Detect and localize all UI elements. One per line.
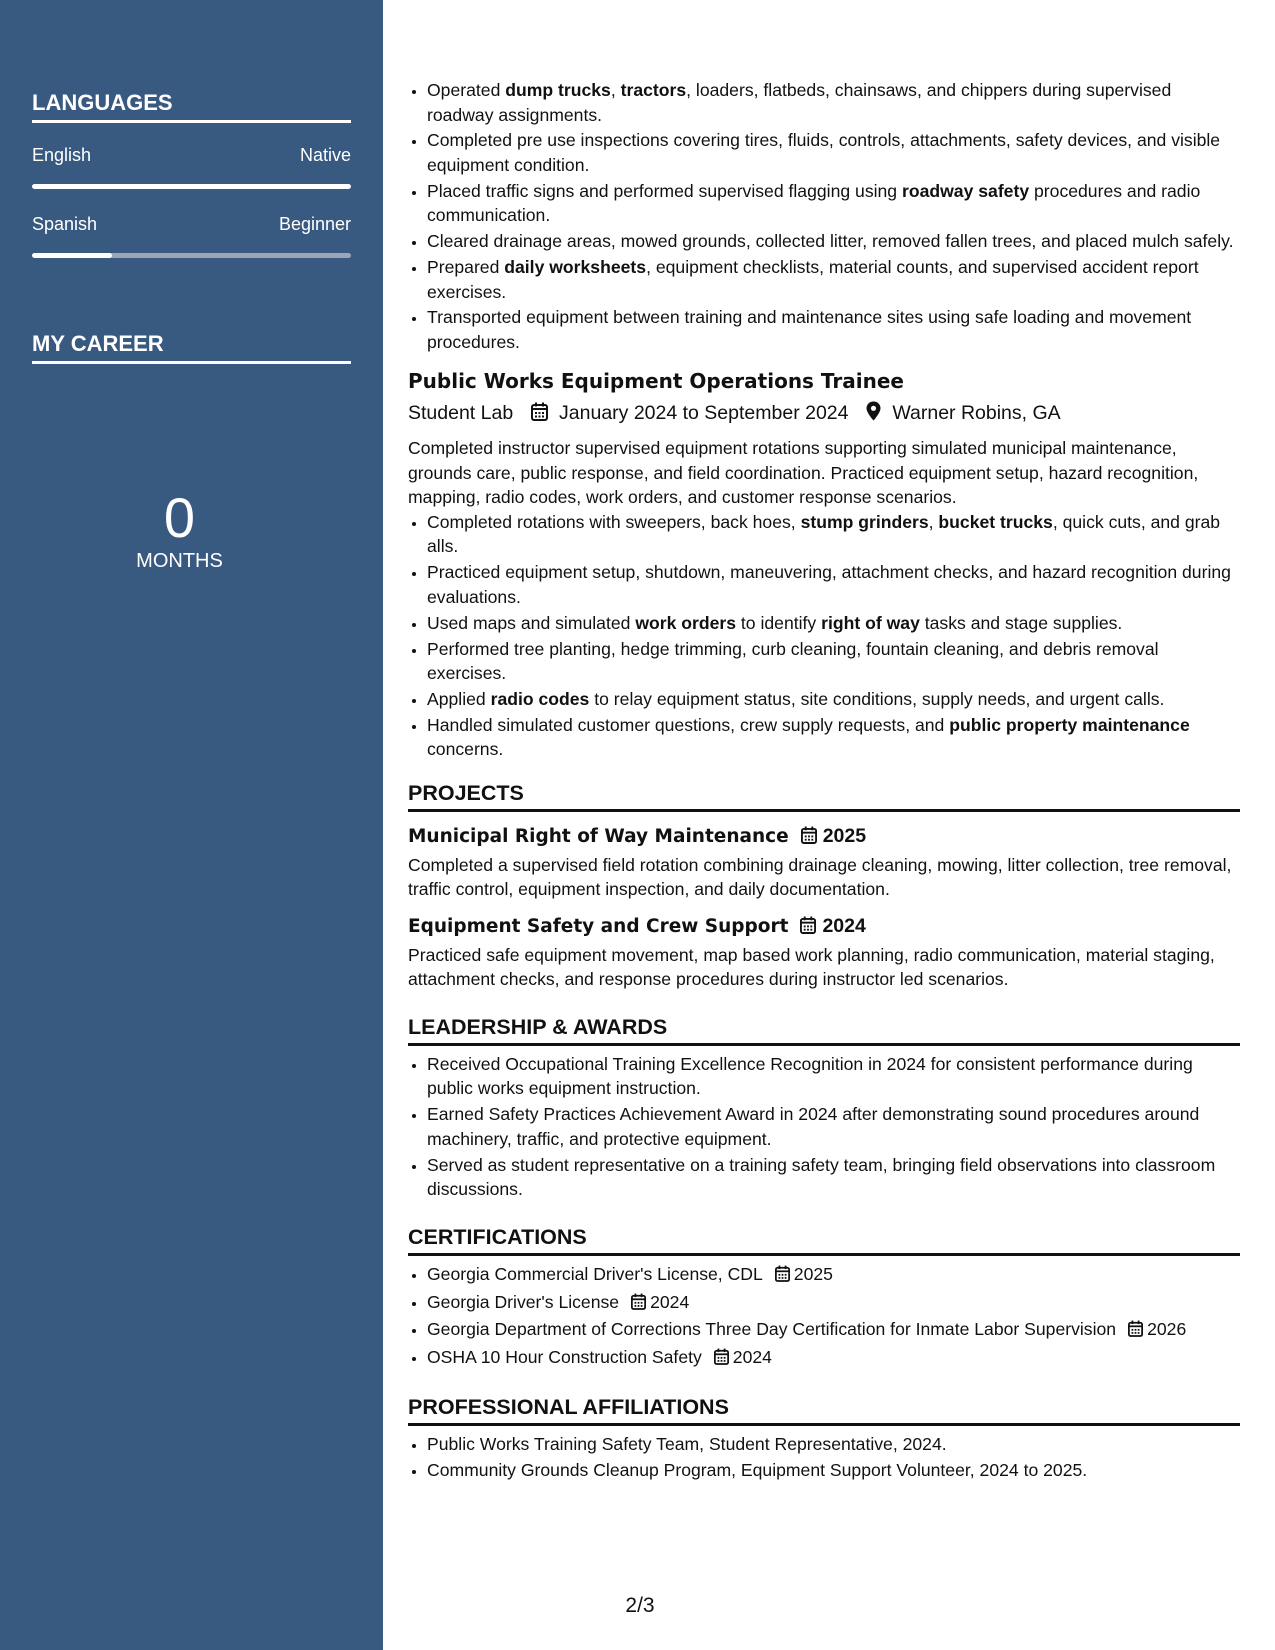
language-level: Beginner <box>278 214 351 234</box>
bold-keyword: public property maintenance <box>949 714 1190 735</box>
calendar-icon <box>801 825 817 853</box>
bold-keyword: stump grinders <box>800 511 929 532</box>
text-segment: , <box>610 80 621 100</box>
list-item <box>427 713 1240 762</box>
certification-name: Georgia Department of Corrections Three Day Certification for Inmate Labor Supervision <box>427 1319 1117 1340</box>
calendar-icon <box>775 1264 790 1289</box>
career-duration-unit: MONTHS <box>136 550 223 572</box>
language-name: English <box>32 145 92 165</box>
list-item <box>427 305 1240 354</box>
language-proficiency-bar <box>32 184 351 189</box>
certification-item <box>427 1262 1240 1289</box>
job-dates: January 2024 to September 2024 <box>559 402 849 425</box>
list-item <box>427 128 1240 177</box>
text-segment: Used maps and simulated <box>427 612 636 633</box>
project-title: Equipment Safety and Crew Support <box>408 915 789 937</box>
languages-heading: LANGUAGES <box>32 90 351 123</box>
leadership-list <box>408 1052 1240 1202</box>
certification-item <box>427 1317 1240 1344</box>
bold-keyword: daily worksheets <box>504 257 647 278</box>
text-segment: , loaders, flatbeds, chainsaws, and chippers during supervised roadway assignments. <box>427 80 1172 125</box>
calendar-icon <box>714 1347 729 1372</box>
language-level: Native <box>299 145 351 165</box>
text-segment: Completed rotations with sweepers, back hoes, <box>427 511 801 532</box>
sidebar <box>0 0 383 1650</box>
text-segment: Operated <box>427 80 506 100</box>
list-item: • Served as student representative on a training safety team, bringing field observations into classroom discussions. <box>427 1153 1240 1202</box>
bold-keyword: bucket trucks <box>938 511 1053 532</box>
list-item <box>427 510 1240 559</box>
projects-heading: PROJECTS <box>408 778 1240 812</box>
project-year: 2024 <box>822 914 866 937</box>
text-segment: Prepared <box>427 257 505 278</box>
certification-year: 2024 <box>650 1291 690 1312</box>
text-segment: to relay equipment status, site conditions, supply needs, and urgent calls. <box>589 689 1165 710</box>
bold-keyword: roadway safety <box>901 180 1030 201</box>
text-segment: Applied <box>427 689 491 710</box>
job-company: Student Lab <box>408 402 514 425</box>
list-item <box>427 687 1240 712</box>
list-item <box>427 611 1240 636</box>
job-summary: Completed instructor supervised equipment rotations supporting simulated municipal maintenance, grounds care, public response, and field coordination. Practiced equipment setup, hazard recognition, mapping, radio codes, work orders, and customer response scenarios. <box>408 438 1199 508</box>
text-segment: Performed tree planting, hedge trimming, curb cleaning, fountain cleaning, and debris removal exercises. <box>427 638 1159 684</box>
bold-keyword: work orders <box>635 612 737 633</box>
language-proficiency-bar <box>32 253 351 258</box>
text-segment: to identify <box>736 612 822 633</box>
list-item: • Earned Safety Practices Achievement Award in 2024 after demonstrating sound procedures around machinery, traffic, and protective equipment. <box>427 1102 1240 1151</box>
main-content <box>408 78 1240 1484</box>
list-item <box>427 179 1240 228</box>
calendar-icon <box>800 915 816 943</box>
text-segment: , equipment checklists, material counts, and supervised accident report exercises. <box>427 257 1199 302</box>
list-item <box>427 78 1240 127</box>
text-segment: Handled simulated customer questions, crew supply requests, and <box>427 714 950 735</box>
affiliations-list <box>408 1432 1240 1482</box>
certifications-heading: CERTIFICATIONS <box>408 1222 1240 1256</box>
list-item: • Public Works Training Safety Team, Student Representative, 2024. <box>427 1432 1240 1457</box>
experience-bullet-list <box>408 78 1240 354</box>
text-segment: tasks and stage supplies. <box>919 612 1123 633</box>
project-title-row <box>408 912 1240 943</box>
career-duration-value: 0 <box>163 486 196 549</box>
list-item <box>427 637 1240 686</box>
text-segment: Cleared drainage areas, mowed grounds, collected litter, removed fallen trees, and placed mulch safely. <box>427 231 1234 252</box>
project-title-row <box>408 822 1240 853</box>
list-item <box>427 560 1240 609</box>
text-segment: Practiced equipment setup, shutdown, maneuvering, attachment checks, and hazard recognition during evaluations. <box>427 562 1231 607</box>
project-description: Practiced safe equipment movement, map based work planning, radio communication, material staging, attachment checks, and response procedures during instructor led scenarios. <box>408 944 1215 990</box>
list-item: • Community Grounds Cleanup Program, Equipment Support Volunteer, 2024 to 2025. <box>427 1458 1240 1483</box>
project-description: Completed a supervised field rotation combining drainage cleaning, mowing, litter collection, tree removal, traffic control, equipment inspection, and daily documentation. <box>408 854 1232 900</box>
calendar-icon <box>631 1292 646 1317</box>
text-segment: , quick cuts, and grab alls. <box>427 511 1221 557</box>
text-segment: , <box>928 511 939 532</box>
job-title: Public Works Equipment Operations Trainee <box>408 369 904 394</box>
certifications-list <box>408 1262 1240 1372</box>
bold-keyword: right of way <box>821 612 920 633</box>
text-segment: Placed traffic signs and performed supervised flagging using <box>427 180 902 201</box>
certification-name: Georgia Driver's License <box>427 1291 620 1312</box>
bold-keyword: tractors <box>620 80 687 100</box>
bold-keyword: dump trucks <box>505 80 611 100</box>
list-item <box>427 255 1240 304</box>
location-pin-icon <box>866 400 881 430</box>
text-segment: Transported equipment between training and maintenance sites using safe loading and movement procedures. <box>427 307 1192 352</box>
list-item: • Received Occupational Training Excellence Recognition in 2024 for consistent performance during public works equipment instruction. <box>427 1052 1240 1101</box>
job-bullet-list <box>408 510 1240 762</box>
language-proficiency-fill <box>32 253 112 258</box>
certification-year: 2026 <box>1147 1319 1187 1340</box>
text-segment: Completed pre use inspections covering tires, fluids, controls, attachments, safety devices, and visible equipment condition. <box>427 130 1221 175</box>
job-meta <box>408 398 1240 430</box>
bold-keyword: radio codes <box>490 689 590 710</box>
text-segment: concerns. <box>427 739 504 760</box>
project-item <box>408 912 1240 992</box>
certification-name: OSHA 10 Hour Construction Safety <box>427 1347 702 1368</box>
career-heading: MY CAREER <box>32 331 351 364</box>
project-title: Municipal Right of Way Maintenance <box>408 825 789 847</box>
job-location: Warner Robins, GA <box>892 402 1061 425</box>
certification-year: 2024 <box>732 1347 772 1368</box>
certification-name: Georgia Commercial Driver's License, CDL <box>427 1263 763 1284</box>
text-segment: procedures and radio communication. <box>427 180 1201 226</box>
certification-item <box>427 1290 1240 1317</box>
certification-year: 2025 <box>793 1263 833 1284</box>
project-year: 2025 <box>822 824 867 847</box>
calendar-icon <box>531 400 548 430</box>
language-proficiency-fill <box>32 184 351 189</box>
leadership-heading: LEADERSHIP & AWARDS <box>408 1012 1240 1046</box>
project-item <box>408 822 1240 902</box>
page-number: 2/3 <box>625 1594 655 1617</box>
language-name: Spanish <box>32 214 98 234</box>
calendar-icon <box>1128 1319 1143 1344</box>
certification-item <box>427 1345 1240 1372</box>
list-item <box>427 229 1240 254</box>
affiliations-heading: PROFESSIONAL AFFILIATIONS <box>408 1392 1240 1426</box>
